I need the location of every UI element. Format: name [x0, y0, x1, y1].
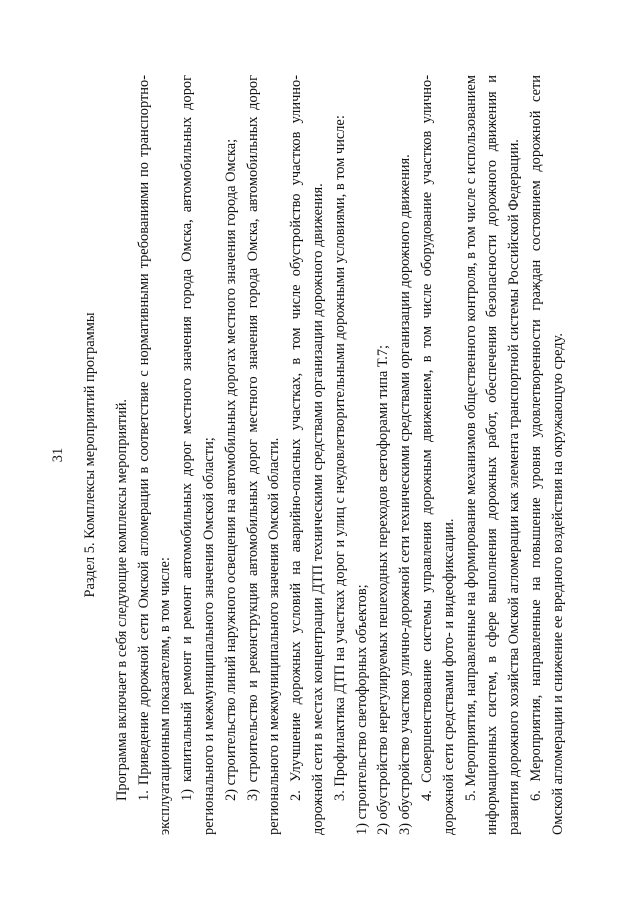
paragraph-item-4: 4. Совершенствование системы управления дорожным движением, в том числе оборудование участков улично-дорожной сети средствами фото- и видеофиксации.: [418, 75, 457, 835]
paragraph-item-1-3: 3) строительство и реконструкция автомобильных дорог местного значения города Омска, автомобильных дорог регионального и межмуниципального значения Омской области.: [244, 75, 283, 835]
page-number: 31: [50, 447, 66, 463]
paragraph-item-1-2: 2) строительство линий наружного освещения на автомобильных дорогах местного значения города Омска;: [222, 138, 239, 801]
paragraph-item-1: 1. Приведение дорожной сети Омской агломерации в соответствие с нормативными требованиями по транспортно-эксплуатационным показателям, в том числе:: [135, 75, 174, 835]
paragraph-item-3-1: 1) строительство светофорных объектов;: [353, 584, 370, 835]
paragraph-item-1-1: 1) капитальный ремонт и ремонт автомобильных дорог местного значения города Омска, автомобильных дорог регионального и межмуниципального значения Омской области;: [179, 75, 217, 835]
paragraph-item-6: 6. Мероприятия, направленные на повышение уровня удовлетворенности граждан состоянием дорожной сети Омской агломерации и снижение ее вредного воздействия на окружающую среду.: [527, 75, 566, 835]
paragraph-item-3-3: 3) обустройство участков улично-дорожной сети техническими средствами организации дорожного движения.: [397, 154, 414, 835]
section-title: Раздел 5. Комплексы мероприятий программы: [82, 312, 98, 598]
paragraph-intro: Программа включает в себя следующие комплексы мероприятий.: [113, 399, 130, 801]
rotated-text-block: [50, 75, 566, 835]
paragraph-item-3: 3. Профилактика ДТП на участках дорог и улиц с неудовлетворительными дорожными условиями, в том числе:: [331, 115, 348, 801]
paragraph-item-3-2: 2) обустройство нерегулируемых пешеходных переходов светофорами типа Т.7;: [375, 344, 392, 835]
paragraph-item-2: 2. Улучшение дорожных условий на аварийно-опасных участках, в том числе обустройство участков улично-дорожной сети в местах концентрации ДТП техническими средствами организации дорожного движения.: [288, 75, 326, 835]
paragraph-item-5: 5. Мероприятия, направленные на формирование механизмов общественного контроля, в том числе с использованием информационных систем, в сфере выполнения дорожных работ, обеспечения безопасности дорожного движения и развития дорожного хозяйства Омской агломерации как элемента транспортной системы Российской Федерации.: [462, 75, 523, 835]
